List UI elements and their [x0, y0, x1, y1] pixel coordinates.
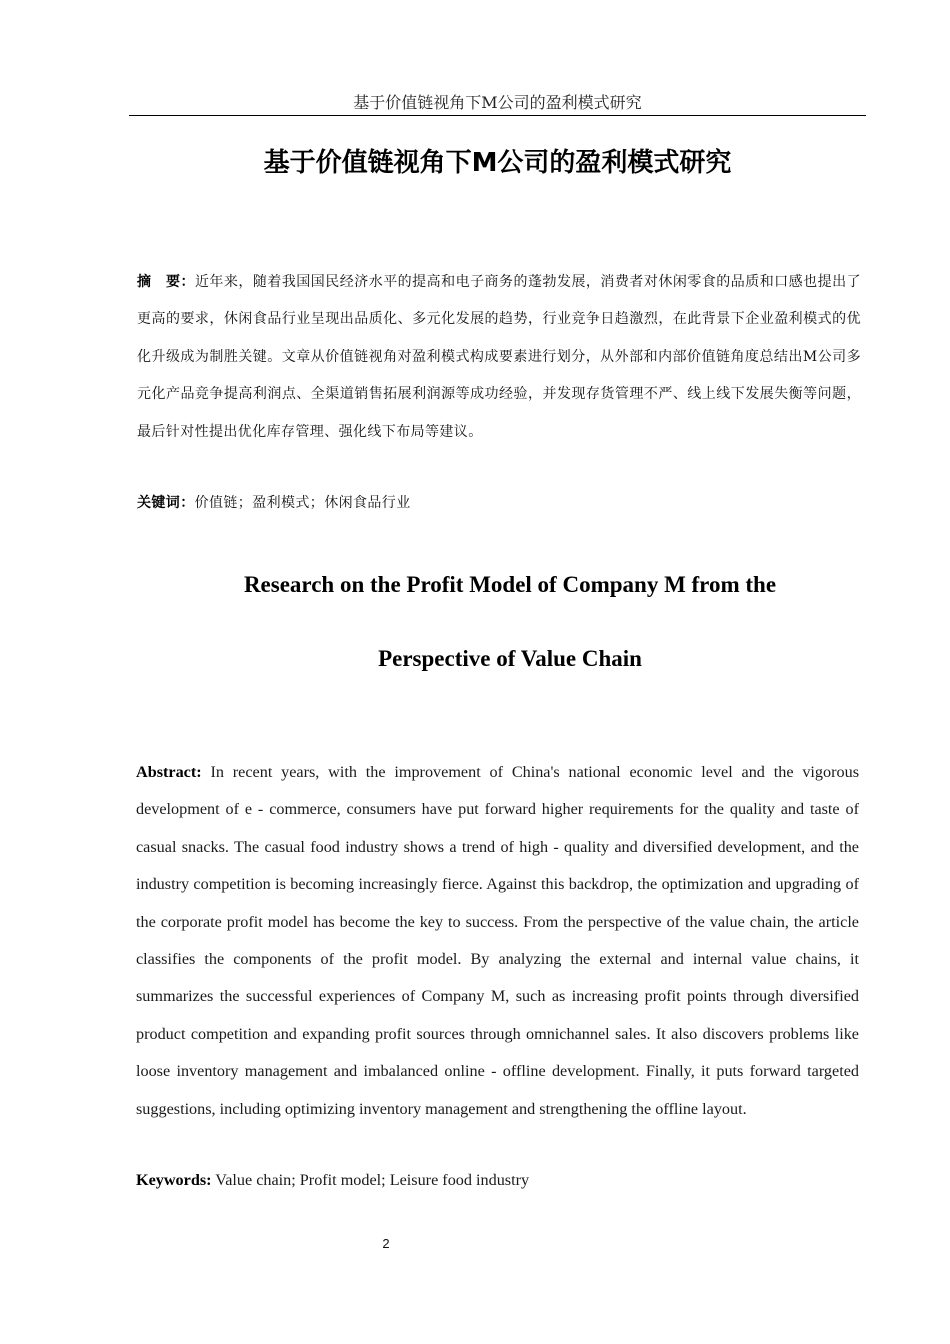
chinese-keywords-label: 关键词： — [137, 495, 195, 511]
english-keywords — [136, 1167, 859, 1193]
header-divider — [129, 115, 866, 116]
chinese-title: 基于价值链视角下M公司的盈利模式研究 — [263, 148, 732, 178]
english-keywords-text: Value chain; Profit model; Leisure food industry — [215, 1171, 530, 1189]
chinese-abstract-text: 近年来，随着我国国民经济水平的提高和电子商务的蓬勃发展，消费者对休闲零食的品质和口感也提出了更高的要求，休闲食品行业呈现出品质化、多元化发展的趋势，行业竞争日趋激烈，在此背景下企业盈利模式的优化升级成为制胜关键。文章从价值链视角对盈利模式构成要素进行划分，从外部和内部价值链角度总结出M公司多元化产品竞争提高利润点、全渠道销售拓展利润源等成功经验，并发现存货管理不严、线上线下发展失衡等问题，最后针对性提出优化库存管理、强化线下布局等建议。 — [137, 274, 861, 440]
chinese-abstract — [137, 264, 861, 451]
english-title — [160, 548, 860, 696]
english-abstract-label: Abstract: — [136, 763, 202, 781]
page-number: 2 — [382, 1236, 390, 1251]
running-header: 基于价值链视角下M公司的盈利模式研究 — [353, 93, 642, 112]
english-title-line-2: Perspective of Value Chain — [378, 646, 642, 671]
english-abstract-text: In recent years, with the improvement of China's national economic level and the vigorous development of e - commerce, consumers have put forward higher requirements for the quality and taste of casual snacks. The casual food industry shows a trend of high - quality and diversified development, and the industry competition is becoming increasingly fierce. Against this backdrop, the optimization and upgrading of the corporate profit model has become the key to success. From the perspective of the value chain, the article classifies the components of the profit model. By analyzing the external and internal value chains, it summarizes the successful experiences of Company M, such as increasing profit points through diversified product competition and expanding profit sources through omnichannel sales. It also discovers problems like loose inventory management and imbalanced online - offline development. Finally, it puts forward targeted suggestions, including optimizing inventory management and strengthening the offline layout. — [136, 763, 859, 1118]
chinese-abstract-label: 摘 要： — [137, 274, 195, 290]
english-title-line-1: Research on the Profit Model of Company M from the — [243, 572, 777, 597]
chinese-keywords — [137, 490, 861, 516]
chinese-keywords-text: 价值链；盈利模式；休闲食品行业 — [194, 495, 411, 511]
english-abstract — [136, 754, 859, 1128]
english-keywords-label: Keywords: — [136, 1171, 212, 1189]
